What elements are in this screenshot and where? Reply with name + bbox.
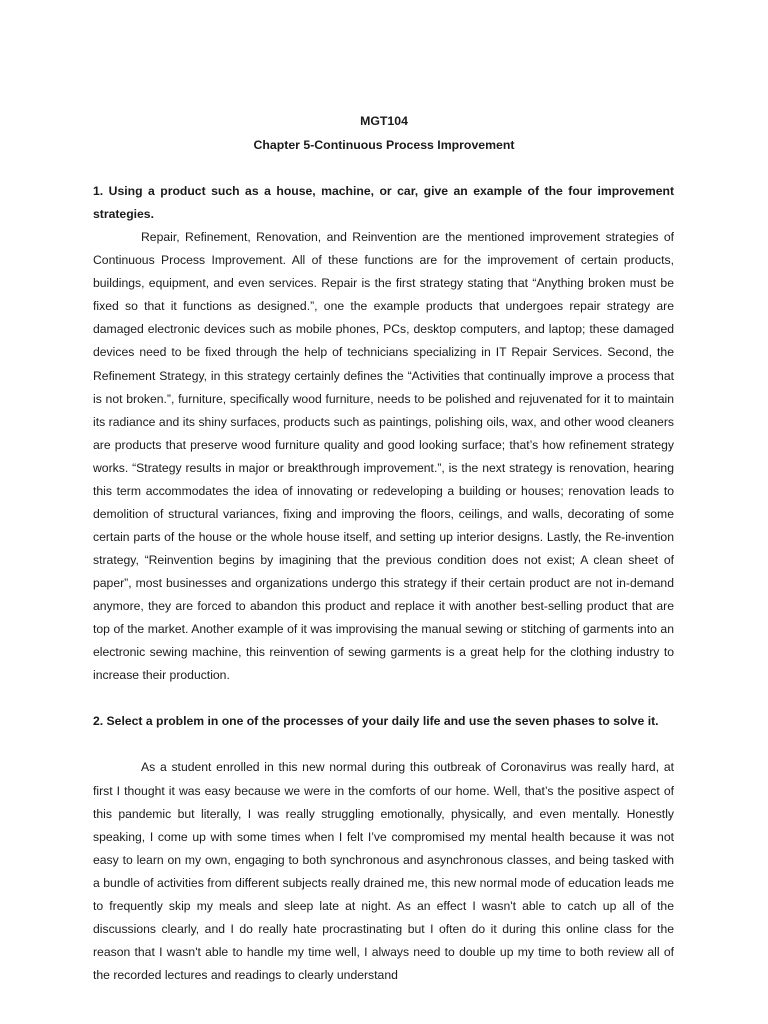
answer-2-paragraph: As a student enrolled in this new normal during this outbreak of Coronavirus was really hard, at first I thought it was easy because we were in the comforts of our home. Well, that’s the positive aspect of this pandemic but literally, I was really struggling emotionally, physically, and even mentally. Honestly speaking, I come up with some times when I felt I’ve compromised my mental health because it was not easy to learn on my own, engaging to both synchronous and asynchronous classes, and being tasked with a bundle of activities from different subjects really drained me, this new normal mode of education leads me to frequently skip my meals and sleep late at night. As an effect I wasn't able to catch up all of the discussions clearly, and I do really hate procrastinating but I often do it during this online class for the reason that I wasn't able to handle my time well, I always need to double up my time to both review all of the recorded lectures and readings to clearly understand	[93, 760, 674, 982]
question-1: 1. Using a product such as a house, machine, or car, give an example of the four improvement strategies.	[93, 184, 674, 222]
question-2: 2. Select a problem in one of the processes of your daily life and use the seven phases to solve it.	[93, 714, 659, 729]
course-code: MGT104	[360, 114, 408, 128]
document-body	[93, 180, 674, 987]
answer-1-paragraph: Repair, Refinement, Renovation, and Reinvention are the mentioned improvement strategies of Continuous Process Improvement. All of these functions are for the improvement of certain products, buildings, equipment, and even services. Repair is the first strategy stating that “Anything broken must be fixed so that it functions as designed.”, one the example products that undergoes repair strategy are damaged electronic devices such as mobile phones, PCs, desktop computers, and laptop; these damaged devices need to be fixed through the help of technicians specializing in IT Repair Services. Second, the Refinement Strategy, in this strategy certainly defines the “Activities that continually improve a process that is not broken.”, furniture, specifically wood furniture, needs to be polished and rejuvenated for it to maintain its radiance and its shiny surfaces, products such as paintings, polishing oils, wax, and other wood cleaners are products that preserve wood furniture quality and good looking surface; that’s how refinement strategy works. “Strategy results in major or breakthrough improvement.”, is the next strategy is renovation, hearing this term accommodates the idea of innovating or redeveloping a building or houses; renovation leads to demolition of structural variances, fixing and improving the floors, ceilings, and walls, decorating of some certain parts of the house or the whole house itself, and setting up interior designs. Lastly, the Re-invention strategy, “Reinvention begins by imagining that the previous condition does not exist; A clean sheet of paper”, most businesses and organizations undergo this strategy if their certain product are not in-demand anymore, they are forced to abandon this product and replace it with another best-selling product that are top of the market. Another example of it was improvising the manual sewing or stitching of garments into an electronic sewing machine, this reinvention of sewing garments is a great help for the clothing industry to increase their production.	[93, 230, 674, 683]
chapter-title: Chapter 5-Continuous Process Improvement	[253, 138, 515, 152]
